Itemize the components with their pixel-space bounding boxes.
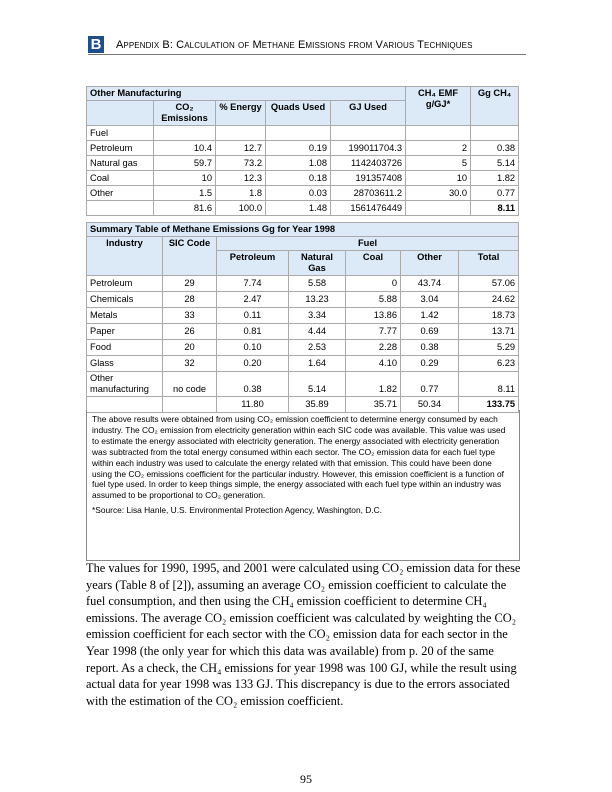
table-cell: 1.42: [401, 308, 459, 324]
column-header: Other: [401, 251, 459, 276]
table-cell: 0.38: [217, 372, 289, 397]
running-header: [88, 36, 526, 55]
row-label: Glass: [87, 356, 163, 372]
page-number: 95: [300, 772, 312, 786]
table-cell: 73.2: [216, 156, 266, 171]
table-cell: 0.03: [266, 186, 331, 201]
column-header: Natural Gas: [289, 251, 346, 276]
table-cell: 13.86: [346, 308, 401, 324]
row-label: Other: [87, 186, 154, 201]
table-cell: 59.7: [154, 156, 216, 171]
column-header: Petroleum: [217, 251, 289, 276]
table-row: [87, 356, 519, 372]
table-cell: 0.81: [217, 324, 289, 340]
table-cell: 33: [163, 308, 217, 324]
table-cell: 24.62: [459, 292, 519, 308]
table-cell: 26: [163, 324, 217, 340]
summary-table: [86, 222, 519, 413]
column-header: CO₂ Emissions: [154, 101, 216, 126]
table-cell: 0.19: [266, 141, 331, 156]
table-cell: 199011704.3: [331, 141, 406, 156]
table-cell: 81.6: [154, 201, 216, 216]
table-row: [87, 292, 519, 308]
table-cell: 20: [163, 340, 217, 356]
table-cell: 35.71: [346, 397, 401, 413]
table-cell: 35.89: [289, 397, 346, 413]
row-label: [87, 201, 154, 216]
table-cell: 7.77: [346, 324, 401, 340]
column-header: % Energy: [216, 101, 266, 126]
table-row: [87, 308, 519, 324]
table-cell: 29: [163, 276, 217, 292]
table-cell: 1.8: [216, 186, 266, 201]
table-cell: 32: [163, 356, 217, 372]
table-cell: 2.53: [289, 340, 346, 356]
table-cell: 3.04: [401, 292, 459, 308]
table-cell: 0.38: [401, 340, 459, 356]
table-cell: 13.23: [289, 292, 346, 308]
table-row: [87, 171, 519, 186]
table-cell: 10.4: [154, 141, 216, 156]
other-manufacturing-table: [86, 86, 519, 216]
table-cell: 0.38: [471, 141, 519, 156]
table-cell: 11.80: [217, 397, 289, 413]
table-title: Summary Table of Methane Emissions Gg for Year 1998: [87, 223, 519, 237]
table-cell: 1561476449: [331, 201, 406, 216]
table-cell: 191357408: [331, 171, 406, 186]
table-cell: 0.29: [401, 356, 459, 372]
table-cell: 1.64: [289, 356, 346, 372]
table-cell: 0.18: [266, 171, 331, 186]
table-cell: 1142403726: [331, 156, 406, 171]
table-cell: 1.5: [154, 186, 216, 201]
table-row: [87, 372, 519, 397]
row-label: Natural gas: [87, 156, 154, 171]
table-row: [87, 340, 519, 356]
table-cell: 3.34: [289, 308, 346, 324]
column-header: CH₄ EMF g/GJ*: [406, 87, 471, 126]
table-cell: 50.34: [401, 397, 459, 413]
table-cell: 10: [406, 171, 471, 186]
table-cell: [406, 201, 471, 216]
table-cell: 6.23: [459, 356, 519, 372]
table-cell: 0.20: [217, 356, 289, 372]
note-source: *Source: Lisa Hanle, U.S. Environmental Protection Agency, Washington, D.C.: [92, 505, 383, 516]
column-header: Industry: [87, 237, 163, 276]
table-cell: 8.11: [459, 372, 519, 397]
table-row: [87, 324, 519, 340]
table-cell: 5.29: [459, 340, 519, 356]
table-cell: 12.3: [216, 171, 266, 186]
table-row: [87, 276, 519, 292]
table-cell: 2.47: [217, 292, 289, 308]
table-cell: 0.77: [401, 372, 459, 397]
appendix-badge: B: [88, 36, 104, 53]
table-cell: 5.88: [346, 292, 401, 308]
table-cell: 0.69: [401, 324, 459, 340]
row-label: Petroleum: [87, 141, 154, 156]
table-cell: 1.48: [266, 201, 331, 216]
row-label: Chemicals: [87, 292, 163, 308]
table-cell: 12.7: [216, 141, 266, 156]
table-note: [86, 410, 520, 561]
table-row: [87, 186, 519, 201]
table-cell: 30.0: [406, 186, 471, 201]
row-label: Coal: [87, 171, 154, 186]
table-cell: 2: [406, 141, 471, 156]
table-cell: 5.14: [471, 156, 519, 171]
table-cell: no code: [163, 372, 217, 397]
column-header: Total: [459, 251, 519, 276]
table-row: [87, 141, 519, 156]
table-cell: 8.11: [471, 201, 519, 216]
row-label: Paper: [87, 324, 163, 340]
table-cell: 5.58: [289, 276, 346, 292]
table-cell: 0: [346, 276, 401, 292]
table-cell: 1.82: [471, 171, 519, 186]
table-row: [87, 156, 519, 171]
table-row: [87, 201, 519, 216]
row-label: Other manufacturing: [87, 372, 163, 397]
section-label: Fuel: [87, 126, 154, 141]
table-cell: 4.10: [346, 356, 401, 372]
table-cell: 2.28: [346, 340, 401, 356]
table-title: Other Manufacturing: [87, 87, 406, 101]
table-cell: 10: [154, 171, 216, 186]
table-cell: 1.08: [266, 156, 331, 171]
column-header: GJ Used: [331, 101, 406, 126]
column-header: Gg CH₄: [471, 87, 519, 126]
table-cell: 4.44: [289, 324, 346, 340]
table-cell: 28: [163, 292, 217, 308]
table-cell: 0.11: [217, 308, 289, 324]
table-cell: 13.71: [459, 324, 519, 340]
table-cell: 43.74: [401, 276, 459, 292]
column-header: SIC Code: [163, 237, 217, 276]
row-label: Metals: [87, 308, 163, 324]
column-header: Coal: [346, 251, 401, 276]
row-label: Food: [87, 340, 163, 356]
table-cell: 7.74: [217, 276, 289, 292]
table-cell: 18.73: [459, 308, 519, 324]
table-cell: 5: [406, 156, 471, 171]
column-group-header: Fuel: [217, 237, 519, 251]
row-label: Petroleum: [87, 276, 163, 292]
column-header: Quads Used: [266, 101, 331, 126]
header-title: Appendix B: Calculation of Methane Emissions from Various Techniques: [116, 39, 473, 51]
table-cell: 0.77: [471, 186, 519, 201]
table-cell: 5.14: [289, 372, 346, 397]
table-cell: 1.82: [346, 372, 401, 397]
note-text: The above results were obtained from using CO₂ emission coefficient to determine energy consumed by each industry. The CO₂ emission from electricity generation within each SIC code was available. This value was used to estimate the energy associated with electricity generation. The energy associated with electricity generation was subtracted from the total energy consumed within each sector. The CO₂ emission data for each fuel type within each industry was used to calculate the energy related with that emission. This could have been done using the CO₂ emissions coefficient for the particular industry. However, this emission coefficient is a function of fuel type used. In order to keep things simple, the energy associated with each fuel type within an industry was assumed to be proportional to CO₂ generation.: [92, 414, 506, 501]
table-cell: 57.06: [459, 276, 519, 292]
body-paragraph: The values for 1990, 1995, and 2001 were calculated using CO₂ emission data for these years (Table 8 of [2]), assuming an average CO₂ emission coefficient to calculate the fuel consumption, and then using the CH₄ emission coefficient to determine CH₄ emissions. The average CO₂ emission coefficient was calculated by weighting the CO₂ emission coefficient for each sector with the CO₂ emission data for each sector in the Year 1998 (the only year for which this data was available) from p. 20 of the same report. As a check, the CH₄ emissions for year 1998 was 100 GJ, while the result using actual data for year 1998 was 133 GJ. This discrepancy is due to the errors associated with the estimation of the CO₂ emission coefficient.: [86, 561, 521, 708]
table-cell: 0.10: [217, 340, 289, 356]
table-cell: 100.0: [216, 201, 266, 216]
table-cell: 28703611.2: [331, 186, 406, 201]
table-cell: 133.75: [459, 397, 519, 413]
